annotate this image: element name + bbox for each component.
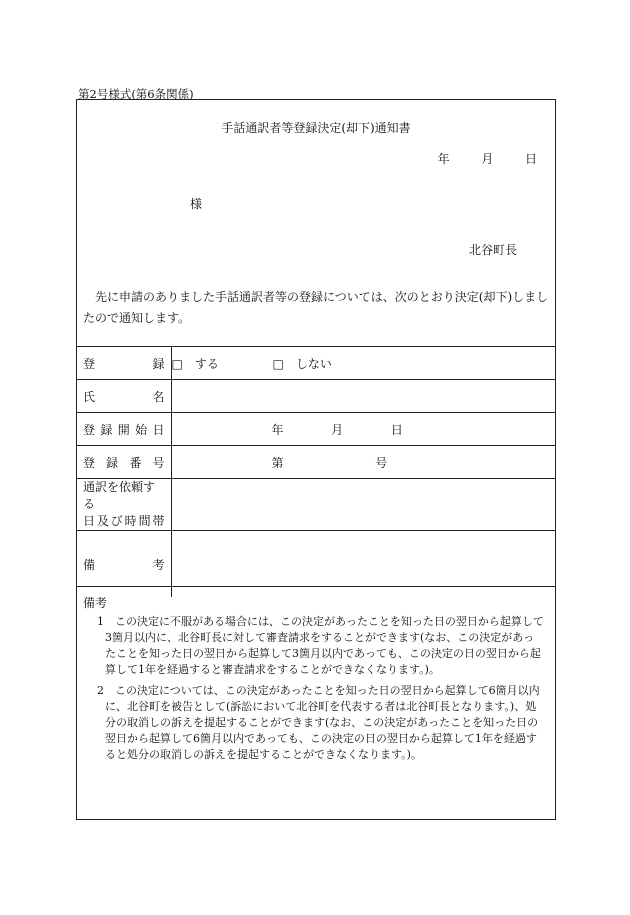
label-char: 氏 xyxy=(83,389,96,404)
table-row xyxy=(77,380,555,413)
label-char: 録 xyxy=(106,455,119,470)
note-2: 2 この決定については、この決定があったことを知った日の翌日から起算して6箇月以内に、北谷町を被告として(訴訟において北谷町を代表する者は北谷町長となります。)、処分の取消しの訴えを提起することができます(なお、この決定があったことを知った日の翌日から起算して6箇月以内であっても、この決定の日の翌日から起算して1年を経過すると処分の取消しの訴えを提起することができなくなります。)。 xyxy=(97,684,540,761)
table-row xyxy=(77,531,555,598)
label-char: 登 xyxy=(83,422,96,437)
issue-month-label: 月 xyxy=(481,152,494,166)
form-number: 第2号様式(第6条関係) xyxy=(78,87,194,101)
registration-label xyxy=(77,347,171,380)
checkbox-no[interactable]: □ しない xyxy=(272,356,332,371)
reg-number-label xyxy=(77,446,171,479)
reg-number-suffix: 号 xyxy=(375,455,388,470)
label-char: 登 xyxy=(83,356,96,371)
name-field[interactable] xyxy=(171,380,555,413)
interpret-time-field[interactable] xyxy=(171,479,555,531)
label-char: 帯 xyxy=(152,514,165,528)
issuer-name: 北谷町長 xyxy=(468,243,517,257)
label-char: 録 xyxy=(100,422,113,437)
registration-options xyxy=(171,347,555,380)
label-char: 録 xyxy=(152,356,165,371)
label-char: 時 xyxy=(124,514,137,528)
issue-year-label: 年 xyxy=(437,152,450,166)
start-date-label xyxy=(77,413,171,446)
label-char: 番 xyxy=(129,455,142,470)
notice-form xyxy=(76,99,556,820)
label-char: 日 xyxy=(83,514,96,528)
interpret-time-label xyxy=(77,479,171,531)
document-title: 手話通訳者等登録決定(却下)通知書 xyxy=(221,121,411,135)
start-month-label: 月 xyxy=(331,422,344,437)
notes-section xyxy=(77,586,555,761)
addressee-suffix: 様 xyxy=(190,197,203,211)
label-char: 登 xyxy=(83,455,96,470)
start-date-field[interactable] xyxy=(171,413,555,446)
reg-number-prefix: 第 xyxy=(271,455,284,470)
start-year-label: 年 xyxy=(271,422,284,437)
label-char: 考 xyxy=(152,557,165,572)
remarks-label xyxy=(77,531,171,598)
label-char: 日 xyxy=(152,422,165,437)
label-char: 号 xyxy=(152,455,165,470)
note-1: 1 この決定に不服がある場合には、この決定があったことを知った日の翌日から起算して3箇月以内に、北谷町長に対して審査請求をすることができます(なお、この決定があったことを知った日の翌日から起算して3箇月以内であっても、この決定の日の翌日から起算して1年を経過すると審査請求をすることができなくなります。)。 xyxy=(97,615,544,676)
notes-heading: 備考 xyxy=(83,596,108,610)
reg-number-field[interactable] xyxy=(171,446,555,479)
label-char: 始 xyxy=(135,422,148,437)
checkbox-yes[interactable]: □ する xyxy=(171,356,219,371)
detail-table xyxy=(77,346,555,597)
name-label xyxy=(77,380,171,413)
remarks-field[interactable] xyxy=(171,531,555,598)
label-char: 備 xyxy=(83,557,96,572)
label-line: 通訳を依頼する xyxy=(83,480,156,511)
table-row xyxy=(77,446,555,479)
label-char: び xyxy=(110,514,123,528)
issue-day-label: 日 xyxy=(524,152,537,166)
table-row xyxy=(77,413,555,446)
table-row xyxy=(77,479,555,531)
issue-date xyxy=(438,150,537,167)
label-char: 開 xyxy=(117,422,130,437)
notice-body: 先に申請のありました手話通訳者等の登録については、次のとおり決定(却下)しましたので通知します。 xyxy=(83,290,549,325)
table-row xyxy=(77,347,555,380)
label-char: 名 xyxy=(152,389,165,404)
start-day-label: 日 xyxy=(390,422,403,437)
label-char: 間 xyxy=(138,514,151,528)
label-char: 及 xyxy=(96,514,109,528)
